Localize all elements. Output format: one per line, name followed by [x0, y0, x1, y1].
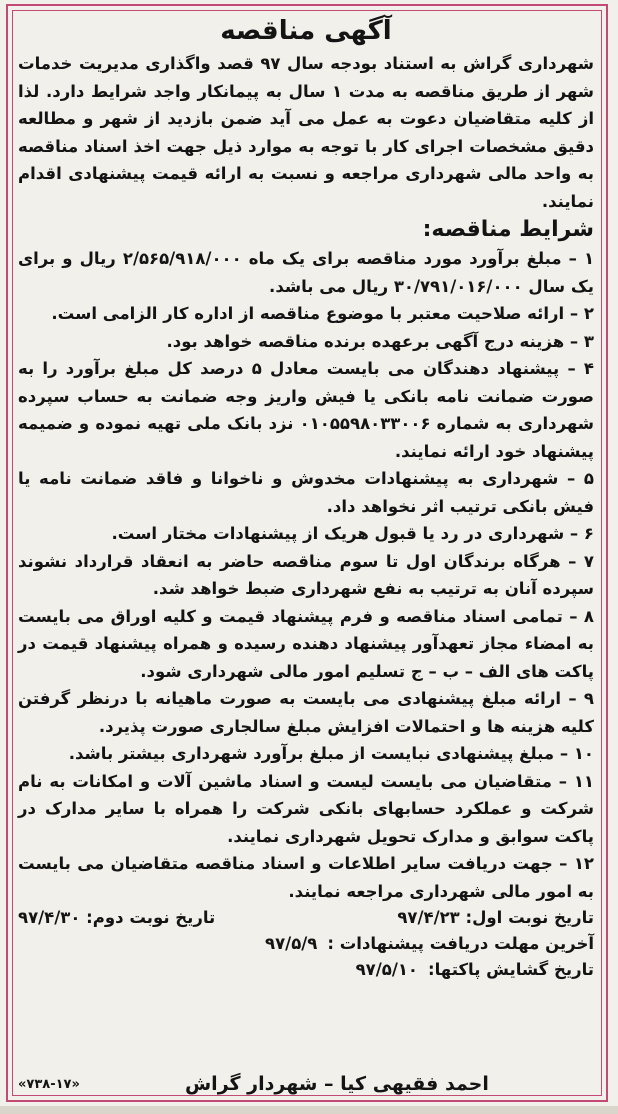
- first-publication-label: تاریخ نوبت اول:: [465, 908, 594, 927]
- deadline-row: [18, 931, 594, 957]
- condition-item-1: ۱ – مبلغ برآورد مورد مناقصه برای یک ماه ۲/۵۶۵/۹۱۸/۰۰۰ ریال و برای یک سال ۳۰/۷۹۱/۰۱۶/۰۰۰ ریال می باشد.: [18, 249, 595, 296]
- condition-item-11: ۱۱ – متقاضیان می بایست لیست و اسناد ماشین آلات و امکانات به نام شرکت و عملکرد حسابهای بانکی شرکت را همراه با سایر مدارک در پاکت سوابق و مدارک تحویل شهرداری نمایند.: [18, 771, 594, 846]
- condition-item-12: ۱۲ – جهت دریافت سایر اطلاعات و اسناد مناقصه متقاضیان می بایست به امور مالی شهرداری مراجعه نمایند.: [18, 854, 594, 901]
- signature-row: [18, 1073, 594, 1095]
- condition-item-9: ۹ – ارائه مبلغ پیشنهادی می بایست به صورت ماهیانه با درنظر گرفتن کلیه هزینه ها و احتمالات افزایش مبلغ سالجاری صورت پذیرد.: [18, 689, 594, 736]
- dates-block: [18, 905, 594, 983]
- deadline-label: آخرین مهلت دریافت پیشنهادات :: [327, 934, 594, 953]
- second-publication-label: تاریخ نوبت دوم:: [86, 908, 216, 927]
- signature: احمد فقیهی کیا – شهردار گراش: [184, 1073, 489, 1095]
- deadline-date: ۹۷/۵/۹: [265, 934, 318, 953]
- second-publication: [18, 905, 215, 931]
- notice-intro: شهرداری گراش به استناد بودجه سال ۹۷ قصد واگذاری مدیریت خدمات شهر از طریق مناقصه به مدت ۱ سال به پیمانکار واجد شرایط دارد. لذا از کلیه متقاضیان دعوت به عمل می آید ضمن بازدید از شهر و مطالعه دقیق مشخصات اجرای کار با توجه به موارد ذیل جهت اخذ اسناد مناقصه به واحد مالی شهرداری مراجعه و نسبت به ارائه قیمت پیشنهادی اقدام نمایند.: [18, 54, 594, 211]
- condition-item-5: ۵ – شهرداری به پیشنهادات مخدوش و ناخوانا و فاقد ضمانت نامه یا فیش بانکی ترتیب اثر نخواهد داد.: [18, 469, 594, 516]
- first-publication-date: ۹۷/۴/۲۳: [397, 908, 460, 927]
- opening-date: ۹۷/۵/۱۰: [355, 960, 419, 979]
- first-publication: [397, 905, 594, 931]
- opening-row: [18, 957, 594, 983]
- notice-title: آگهی مناقصه: [220, 16, 392, 46]
- condition-item-8: ۸ – تمامی اسناد مناقصه و فرم پیشنهاد قیمت و کلیه اوراق می بایست به امضاء مجاز تعهدآور پیشنهاد دهنده رسیده و همراه پیشنهاد قیمت در پاکت های الف – ب – ج تسلیم امور مالی شهرداری شود.: [18, 606, 594, 681]
- page-bottom-edge: [0, 1106, 618, 1114]
- condition-item-10: ۱۰ – مبلغ پیشنهادی نبایست از مبلغ برآورد شهرداری بیشتر باشد.: [68, 744, 594, 763]
- notice-code: «۷۳۸-۱۷»: [18, 1076, 80, 1092]
- opening-label: تاریخ گشایش پاکتها:: [428, 960, 594, 979]
- condition-item-7: ۷ – هرگاه برندگان اول تا سوم مناقصه حاضر به انعقاد قرارداد نشوند سپرده آنان به ترتیب به نفع شهرداری ضبط خواهد شد.: [18, 551, 594, 598]
- notice-content: [18, 14, 594, 983]
- condition-item-3: ۳ – هزینه درج آگهی برعهده برنده مناقصه خواهد بود.: [166, 331, 594, 351]
- condition-item-6: ۶ – شهرداری در رد یا قبول هریک از پیشنهادات مختار است.: [111, 524, 594, 543]
- second-publication-date: ۹۷/۴/۳۰: [18, 908, 81, 927]
- publication-dates-row: [18, 905, 594, 931]
- conditions-heading: شرایط مناقصه:: [422, 217, 594, 242]
- condition-item-2: ۲ – ارائه صلاحیت معتبر با موضوع مناقصه از اداره کار الزامی است.: [51, 304, 594, 323]
- condition-item-4: ۴ – پیشنهاد دهندگان می بایست معادل ۵ درصد کل مبلغ برآورد را به صورت ضمانت نامه بانکی یا فیش واریز وجه ضمانت به حساب سپرده شهرداری به شماره ۰۱۰۵۵۹۸۰۳۳۰۰۶ نزد بانک ملی تهیه نموده و ضمیمه پیشنهاد خود ارائه نمایند.: [18, 359, 594, 461]
